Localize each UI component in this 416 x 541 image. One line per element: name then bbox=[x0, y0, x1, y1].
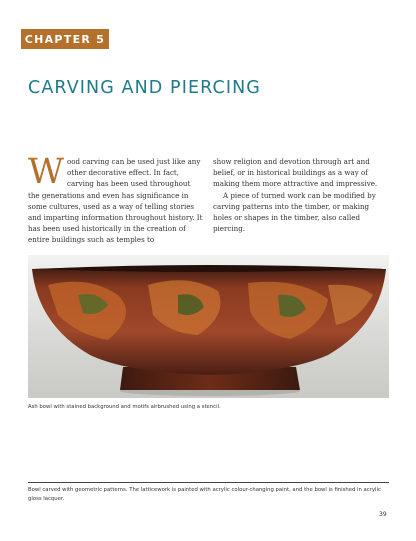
body-column-right bbox=[213, 156, 389, 234]
body-column-left bbox=[28, 152, 204, 246]
chapter-title: CARVING AND PIERCING bbox=[28, 78, 261, 98]
drop-cap: W bbox=[28, 152, 64, 192]
page-number: 39 bbox=[379, 511, 387, 518]
second-photo-caption: Bowl carved with geometric patterns. The latticework is painted with acrylic colour-changing paint, and the bowl is finished in acrylic gloss lacquer. bbox=[28, 487, 381, 502]
chapter-badge bbox=[21, 29, 109, 49]
photo-caption: Ash bowl with stained background and motifs airbrushed using a stencil. bbox=[28, 404, 221, 410]
intro-text-continued: show religion and devotion through art and belief, or in historical buildings as a way of making them more attractive and impressive. bbox=[213, 157, 378, 189]
second-paragraph: A piece of turned work can be modified by carving patterns into the timber, or making holes or shapes in the timber, also called piercing. bbox=[213, 190, 376, 234]
intro-text-part-1: ood carving can be used just like any other decorative effect. In fact, carving has been used throughout the generations and even has significance in some cultures, used as a way of telling stories and imparting information throughout history. It has been used historically in the creation of entire buildings such as temples to bbox=[28, 157, 203, 245]
bowl-illustration bbox=[28, 255, 389, 398]
intro-paragraph bbox=[28, 152, 204, 246]
bowl-photo bbox=[28, 255, 389, 398]
chapter-label: CHAPTER 5 bbox=[24, 32, 106, 46]
caption-divider bbox=[28, 482, 389, 483]
